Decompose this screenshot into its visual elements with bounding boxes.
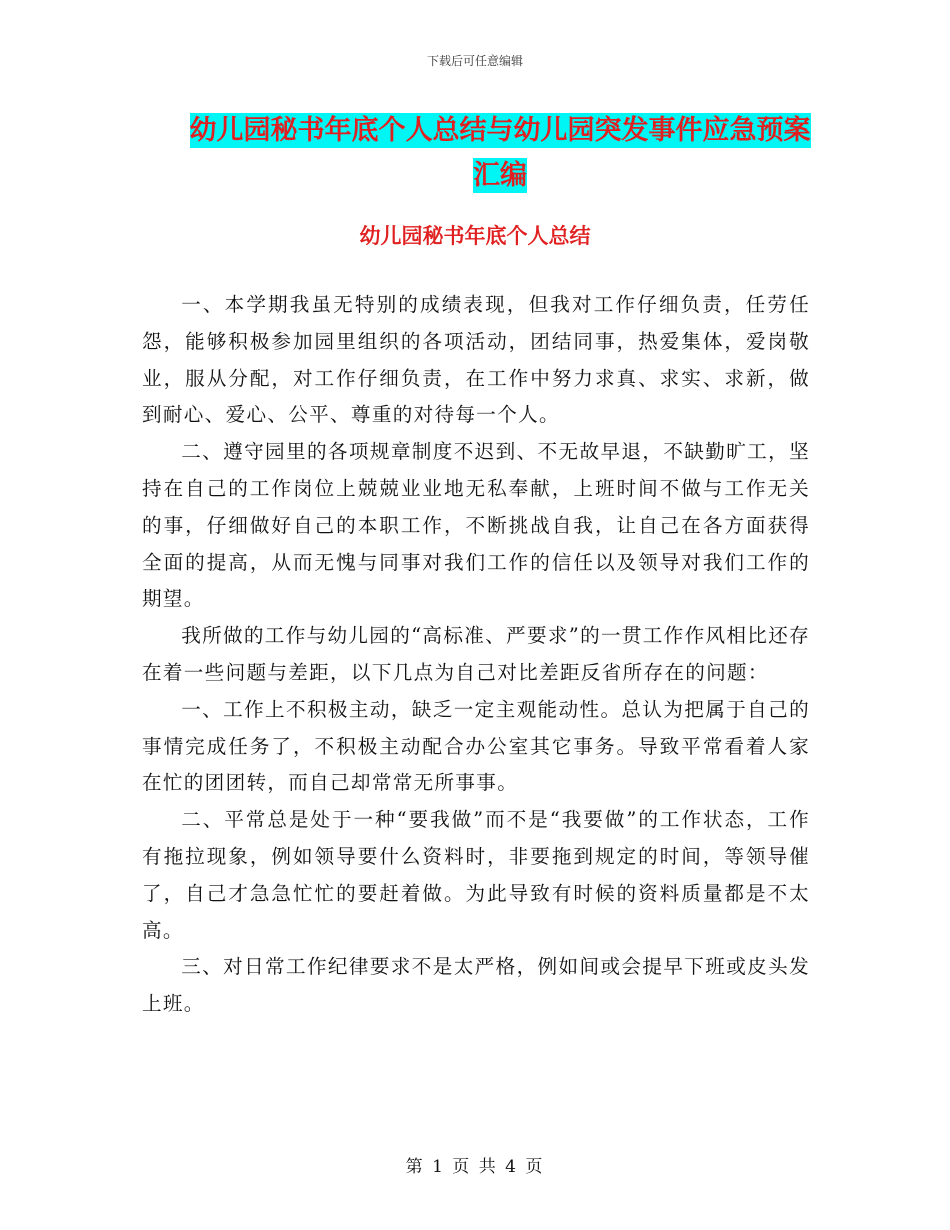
paragraph: 三、对日常工作纪律要求不是太严格，例如间或会提早下班或皮头发上班。 — [142, 955, 810, 1016]
paragraph: 二、平常总是处于一种“要我做”而不是“我要做”的工作状态，工作有拖拉现象，例如领导要什么资料时，非要拖到规定的时间，等领导催了，自己才急急忙忙的要赶着做。为此导致有时候的资料质量都是不太高。 — [142, 808, 810, 942]
paragraph: 一、本学期我虽无特别的成绩表现，但我对工作仔细负责，任劳任怨，能够积极参加园里组织的各项活动，团结同事，热爱集体，爱岗敬业，服从分配，对工作仔细负责，在工作中努力求真、求实、求新，做到耐心、爱心、公平、尊重的对待每一个人。 — [142, 293, 810, 427]
paragraph: 我所做的工作与幼儿园的“高标准、严要求”的一贯工作作风相比还存在着一些问题与差距，以下几点为自己对比差距反省所存在的问题： — [142, 624, 810, 684]
page-number-footer: 第 1 页 共 4 页 — [405, 1157, 545, 1177]
document-body — [142, 287, 810, 1023]
document-title — [130, 108, 870, 198]
section-heading: 幼儿园秘书年底个人总结 — [359, 224, 591, 248]
page-header-note: 下载后可任意编辑 — [426, 54, 523, 68]
paragraph: 二、遵守园里的各项规章制度不迟到、不无故早退，不缺勤旷工，坚持在自己的工作岗位上兢兢业业地无私奉献，上班时间不做与工作无关的事，仔细做好自己的本职工作，不断挑战自我，让自己在各方面获得全面的提高，从而无愧与同事对我们工作的信任以及领导对我们工作的期望。 — [142, 440, 810, 611]
paragraph: 一、工作上不积极主动，缺乏一定主观能动性。总认为把属于自己的事情完成任务了，不积极主动配合办公室其它事务。导致平常看着人家在忙的团团转，而自己却常常无所事事。 — [142, 697, 810, 795]
document-title-line-1: 幼儿园秘书年底个人总结与幼儿园突发事件应急预案 — [189, 115, 811, 146]
document-title-line-2: 汇编 — [473, 160, 527, 191]
